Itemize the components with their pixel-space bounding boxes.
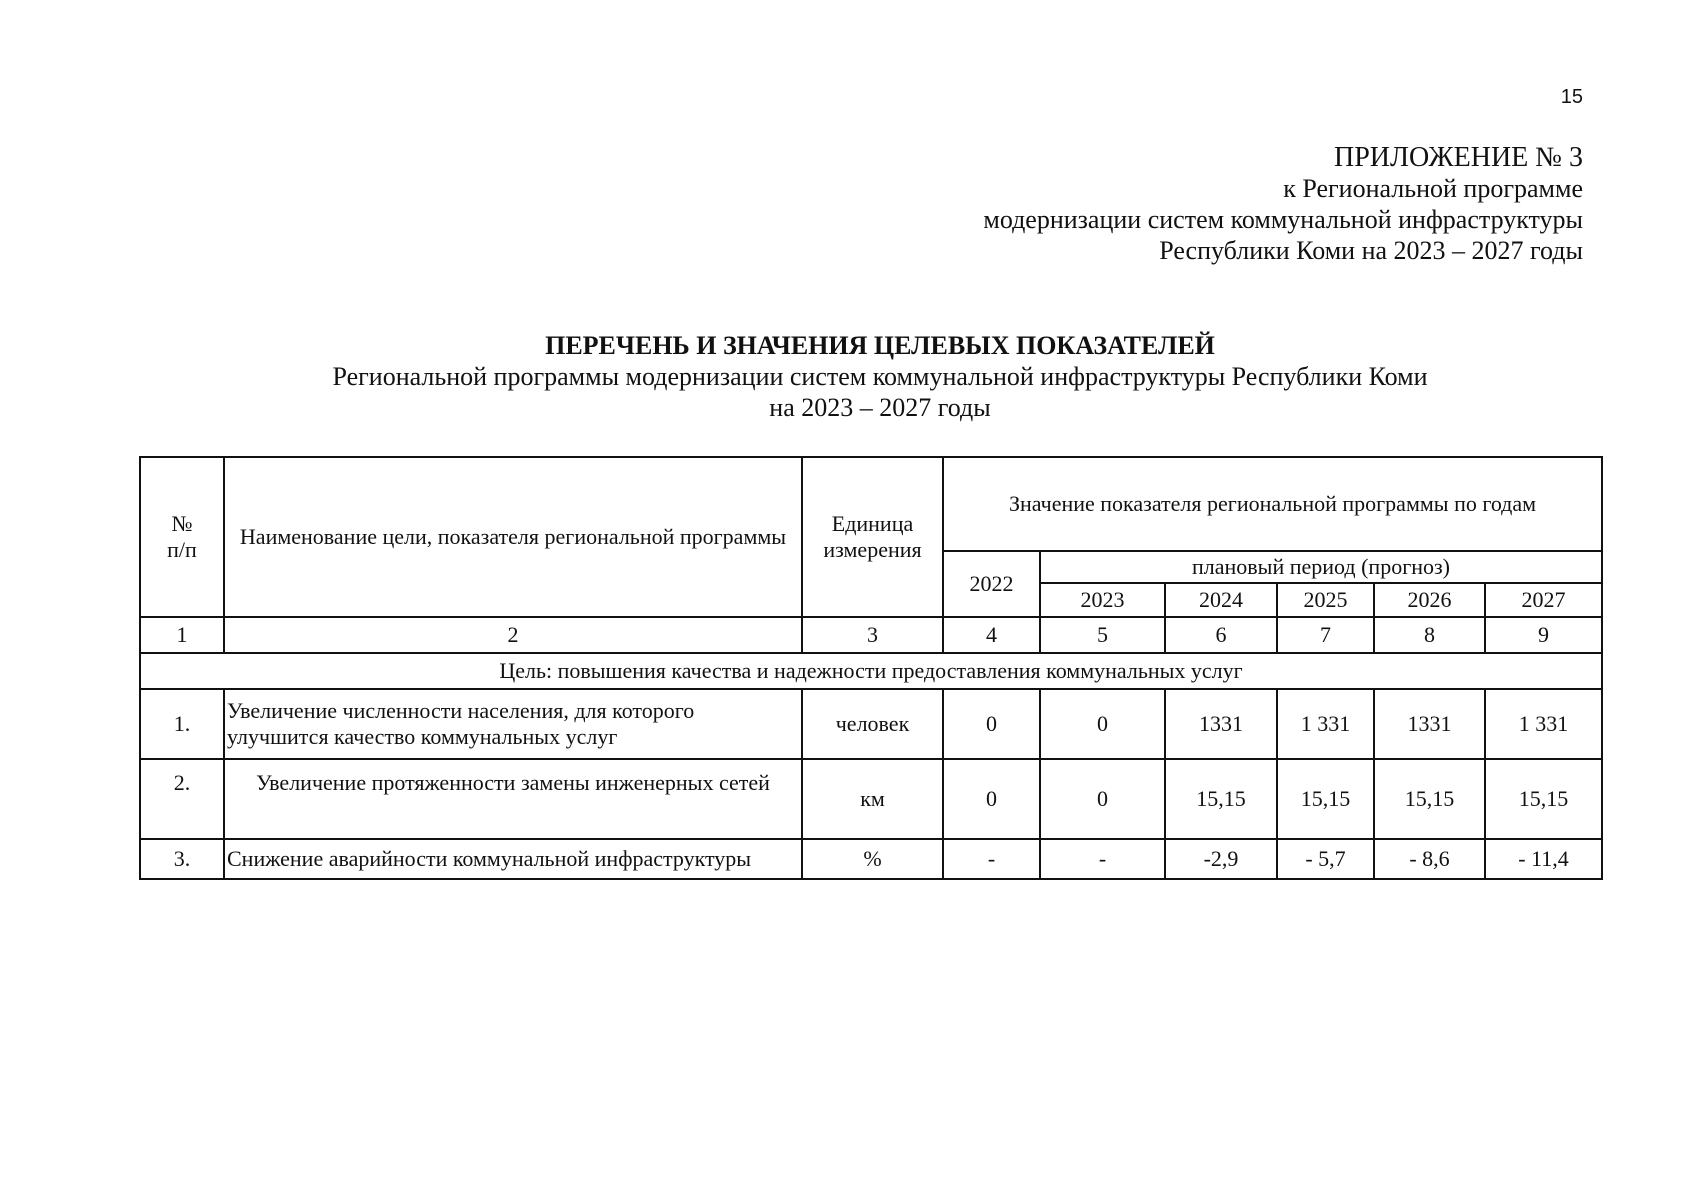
column-number: 6	[1165, 617, 1277, 653]
row-value: 1 331	[1277, 689, 1374, 759]
indicators-table	[139, 456, 1603, 880]
goal-row: Цель: повышения качества и надежности предоставления коммунальных услуг	[140, 653, 1602, 689]
row-value: 1331	[1165, 689, 1277, 759]
row-num: 2.	[140, 759, 224, 839]
table-row	[140, 839, 1602, 879]
row-value: 15,15	[1165, 759, 1277, 839]
header-year: 2027	[1485, 583, 1602, 617]
row-value: -	[943, 839, 1040, 879]
row-value: -	[1040, 839, 1165, 879]
row-unit: км	[802, 759, 943, 839]
row-num: 3.	[140, 839, 224, 879]
appendix-title: ПРИЛОЖЕНИЕ № 3	[1334, 142, 1583, 173]
header-base-year: 2022	[943, 551, 1040, 617]
table-row	[140, 759, 1602, 839]
row-value: - 11,4	[1485, 839, 1602, 879]
header-year: 2024	[1165, 583, 1277, 617]
row-value: 0	[1040, 759, 1165, 839]
row-name: Увеличение численности населения, для которого улучшится качество коммунальных услуг	[224, 689, 802, 759]
column-number: 8	[1374, 617, 1485, 653]
row-value: - 5,7	[1277, 839, 1374, 879]
heading-line-2: на 2023 – 2027 годы	[769, 393, 991, 422]
header-num: № п/п	[140, 457, 224, 617]
row-unit: человек	[802, 689, 943, 759]
row-value: 0	[1040, 689, 1165, 759]
row-value: - 8,6	[1374, 839, 1485, 879]
column-number: 3	[802, 617, 943, 653]
row-value: 1 331	[1485, 689, 1602, 759]
header-name: Наименование цели, показателя региональной программы	[224, 457, 802, 617]
column-number: 1	[140, 617, 224, 653]
appendix-header	[983, 142, 1583, 266]
page-number: 15	[1560, 86, 1583, 108]
appendix-line-2: модернизации систем коммунальной инфраструктуры	[983, 205, 1583, 234]
row-name: Увеличение протяженности замены инженерных сетей	[224, 759, 802, 839]
heading-title: ПЕРЕЧЕНЬ И ЗНАЧЕНИЯ ЦЕЛЕВЫХ ПОКАЗАТЕЛЕЙ	[545, 331, 1215, 360]
header-year: 2025	[1277, 583, 1374, 617]
header-year: 2026	[1374, 583, 1485, 617]
column-number: 2	[224, 617, 802, 653]
column-number: 5	[1040, 617, 1165, 653]
appendix-line-3: Республики Коми на 2023 – 2027 годы	[1159, 236, 1583, 265]
row-name: Снижение аварийности коммунальной инфраструктуры	[224, 839, 802, 879]
column-number: 9	[1485, 617, 1602, 653]
appendix-line-1: к Региональной программе	[1283, 174, 1583, 203]
row-value: -2,9	[1165, 839, 1277, 879]
table-row	[140, 689, 1602, 759]
heading-line-1: Региональной программы модернизации систем коммунальной инфраструктуры Республики Коми	[332, 362, 1428, 391]
row-value: 15,15	[1374, 759, 1485, 839]
row-value: 0	[943, 759, 1040, 839]
header-year: 2023	[1040, 583, 1165, 617]
header-values-group: Значение показателя региональной программы по годам	[943, 457, 1602, 551]
row-num: 1.	[140, 689, 224, 759]
row-value: 15,15	[1485, 759, 1602, 839]
header-unit: Единица измерения	[802, 457, 943, 617]
row-value: 1331	[1374, 689, 1485, 759]
row-value: 0	[943, 689, 1040, 759]
column-number: 7	[1277, 617, 1374, 653]
row-unit: %	[802, 839, 943, 879]
document-heading	[0, 330, 1681, 423]
column-number: 4	[943, 617, 1040, 653]
row-value: 15,15	[1277, 759, 1374, 839]
header-planned-period: плановый период (прогноз)	[1040, 551, 1602, 583]
